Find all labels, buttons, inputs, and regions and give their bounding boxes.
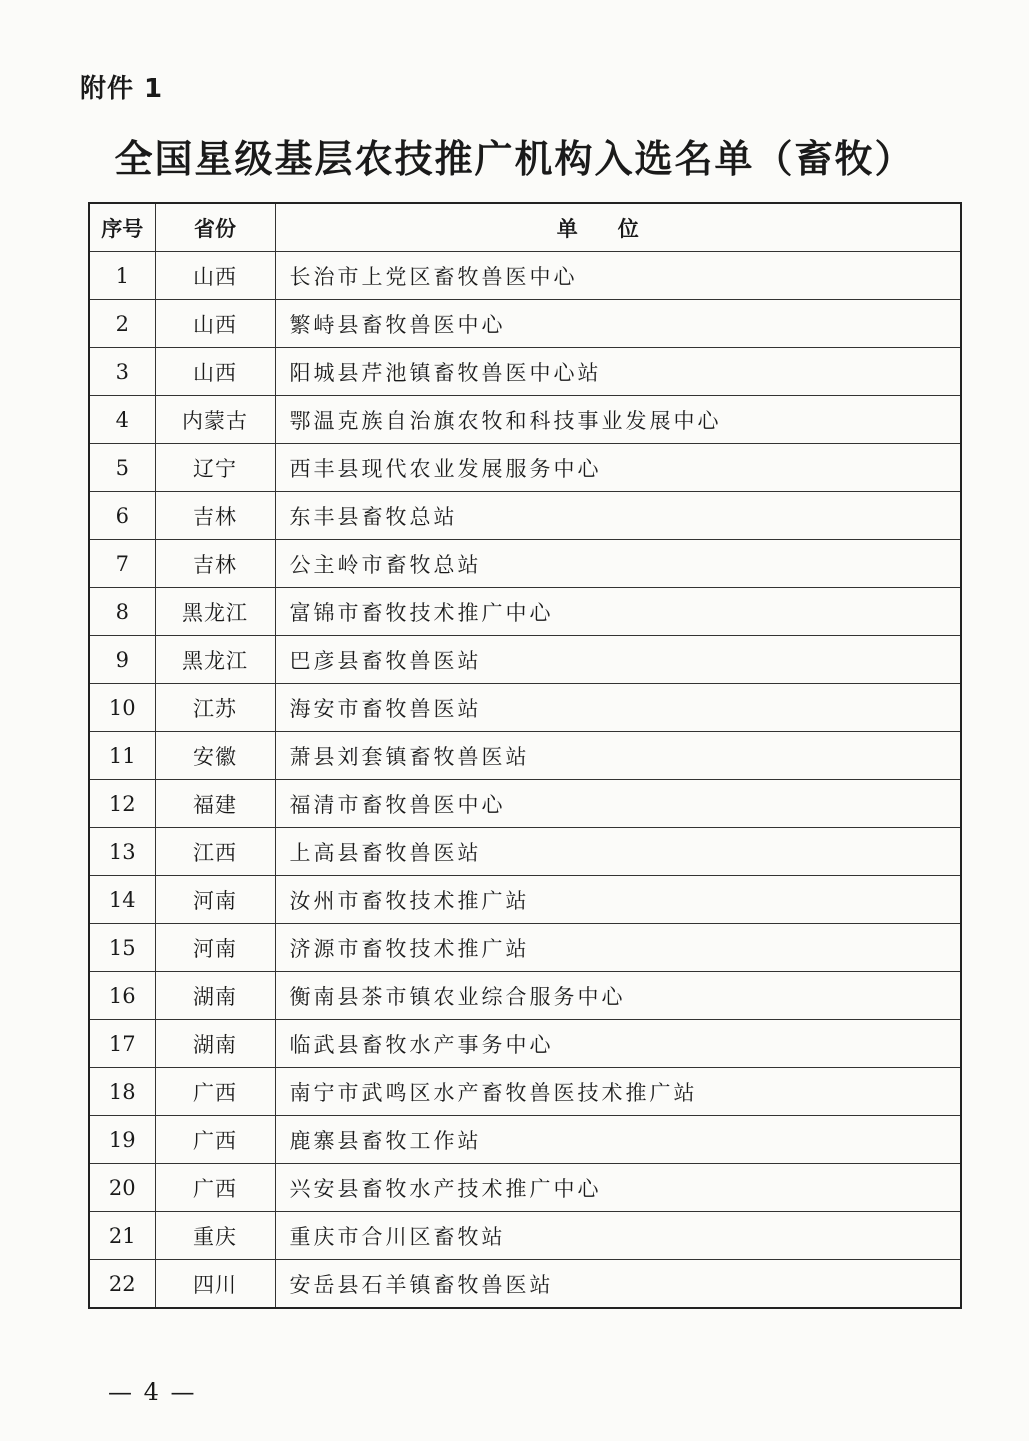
- table-row: [89, 1260, 961, 1309]
- row-province: 内蒙古: [155, 396, 275, 444]
- row-unit: 南宁市武鸣区水产畜牧兽医技术推广站: [275, 1068, 961, 1116]
- row-province: 黑龙江: [155, 588, 275, 636]
- row-number: 10: [89, 684, 155, 732]
- row-province: 河南: [155, 924, 275, 972]
- row-number: 12: [89, 780, 155, 828]
- row-province: 福建: [155, 780, 275, 828]
- row-province: 江苏: [155, 684, 275, 732]
- row-number: 17: [89, 1020, 155, 1068]
- row-province: 安徽: [155, 732, 275, 780]
- row-province: 河南: [155, 876, 275, 924]
- row-unit: 长治市上党区畜牧兽医中心: [275, 252, 961, 300]
- row-unit: 繁峙县畜牧兽医中心: [275, 300, 961, 348]
- row-province: 四川: [155, 1260, 275, 1309]
- table-row: [89, 1020, 961, 1068]
- row-unit: 富锦市畜牧技术推广中心: [275, 588, 961, 636]
- row-unit: 福清市畜牧兽医中心: [275, 780, 961, 828]
- table-row: [89, 252, 961, 300]
- row-unit: 萧县刘套镇畜牧兽医站: [275, 732, 961, 780]
- document-title: 全国星级基层农技推广机构入选名单（畜牧）: [114, 137, 915, 181]
- row-unit: 上高县畜牧兽医站: [275, 828, 961, 876]
- row-province: 黑龙江: [155, 636, 275, 684]
- header-province: 省份: [155, 203, 275, 252]
- header-unit-label: 单位: [556, 216, 679, 241]
- row-number: 15: [89, 924, 155, 972]
- row-unit: 巴彦县畜牧兽医站: [275, 636, 961, 684]
- row-province: 吉林: [155, 540, 275, 588]
- row-unit: 东丰县畜牧总站: [275, 492, 961, 540]
- row-number: 13: [89, 828, 155, 876]
- table-row: [89, 924, 961, 972]
- attachment-label: 附件 1: [80, 74, 164, 104]
- row-province: 广西: [155, 1116, 275, 1164]
- row-unit: 重庆市合川区畜牧站: [275, 1212, 961, 1260]
- table-row: [89, 780, 961, 828]
- row-province: 湖南: [155, 1020, 275, 1068]
- table-row: [89, 732, 961, 780]
- institution-table: [88, 202, 962, 1309]
- row-unit: 济源市畜牧技术推广站: [275, 924, 961, 972]
- row-number: 11: [89, 732, 155, 780]
- table-row: [89, 444, 961, 492]
- row-number: 2: [89, 300, 155, 348]
- table-row: [89, 1116, 961, 1164]
- table-row: [89, 396, 961, 444]
- row-province: 辽宁: [155, 444, 275, 492]
- row-unit: 衡南县茶市镇农业综合服务中心: [275, 972, 961, 1020]
- row-number: 3: [89, 348, 155, 396]
- row-number: 7: [89, 540, 155, 588]
- table-row: [89, 1068, 961, 1116]
- row-province: 广西: [155, 1164, 275, 1212]
- table-row: [89, 684, 961, 732]
- row-unit: 海安市畜牧兽医站: [275, 684, 961, 732]
- row-province: 江西: [155, 828, 275, 876]
- row-province: 重庆: [155, 1212, 275, 1260]
- table-row: [89, 1164, 961, 1212]
- row-number: 20: [89, 1164, 155, 1212]
- row-unit: 鹿寨县畜牧工作站: [275, 1116, 961, 1164]
- row-province: 吉林: [155, 492, 275, 540]
- row-number: 18: [89, 1068, 155, 1116]
- table-row: [89, 828, 961, 876]
- row-unit: 公主岭市畜牧总站: [275, 540, 961, 588]
- row-province: 山西: [155, 252, 275, 300]
- row-number: 1: [89, 252, 155, 300]
- table-header-row: [89, 203, 961, 252]
- row-unit: 阳城县芹池镇畜牧兽医中心站: [275, 348, 961, 396]
- row-province: 湖南: [155, 972, 275, 1020]
- header-unit: [275, 203, 961, 252]
- row-unit: 汝州市畜牧技术推广站: [275, 876, 961, 924]
- table-row: [89, 636, 961, 684]
- row-number: 9: [89, 636, 155, 684]
- table-row: [89, 300, 961, 348]
- header-number: 序号: [89, 203, 155, 252]
- table-row: [89, 348, 961, 396]
- row-province: 山西: [155, 300, 275, 348]
- table-row: [89, 540, 961, 588]
- table-row: [89, 1212, 961, 1260]
- row-number: 8: [89, 588, 155, 636]
- row-unit: 安岳县石羊镇畜牧兽医站: [275, 1260, 961, 1309]
- table-row: [89, 972, 961, 1020]
- table-row: [89, 876, 961, 924]
- row-unit: 鄂温克族自治旗农牧和科技事业发展中心: [275, 396, 961, 444]
- table-row: [89, 588, 961, 636]
- row-number: 22: [89, 1260, 155, 1309]
- row-number: 5: [89, 444, 155, 492]
- row-unit: 兴安县畜牧水产技术推广中心: [275, 1164, 961, 1212]
- row-number: 4: [89, 396, 155, 444]
- row-province: 广西: [155, 1068, 275, 1116]
- row-province: 山西: [155, 348, 275, 396]
- row-number: 6: [89, 492, 155, 540]
- row-unit: 西丰县现代农业发展服务中心: [275, 444, 961, 492]
- table-body: [89, 252, 961, 1309]
- row-number: 21: [89, 1212, 155, 1260]
- row-number: 16: [89, 972, 155, 1020]
- row-number: 14: [89, 876, 155, 924]
- table-row: [89, 492, 961, 540]
- page-number: — 4 —: [108, 1378, 197, 1406]
- row-unit: 临武县畜牧水产事务中心: [275, 1020, 961, 1068]
- row-number: 19: [89, 1116, 155, 1164]
